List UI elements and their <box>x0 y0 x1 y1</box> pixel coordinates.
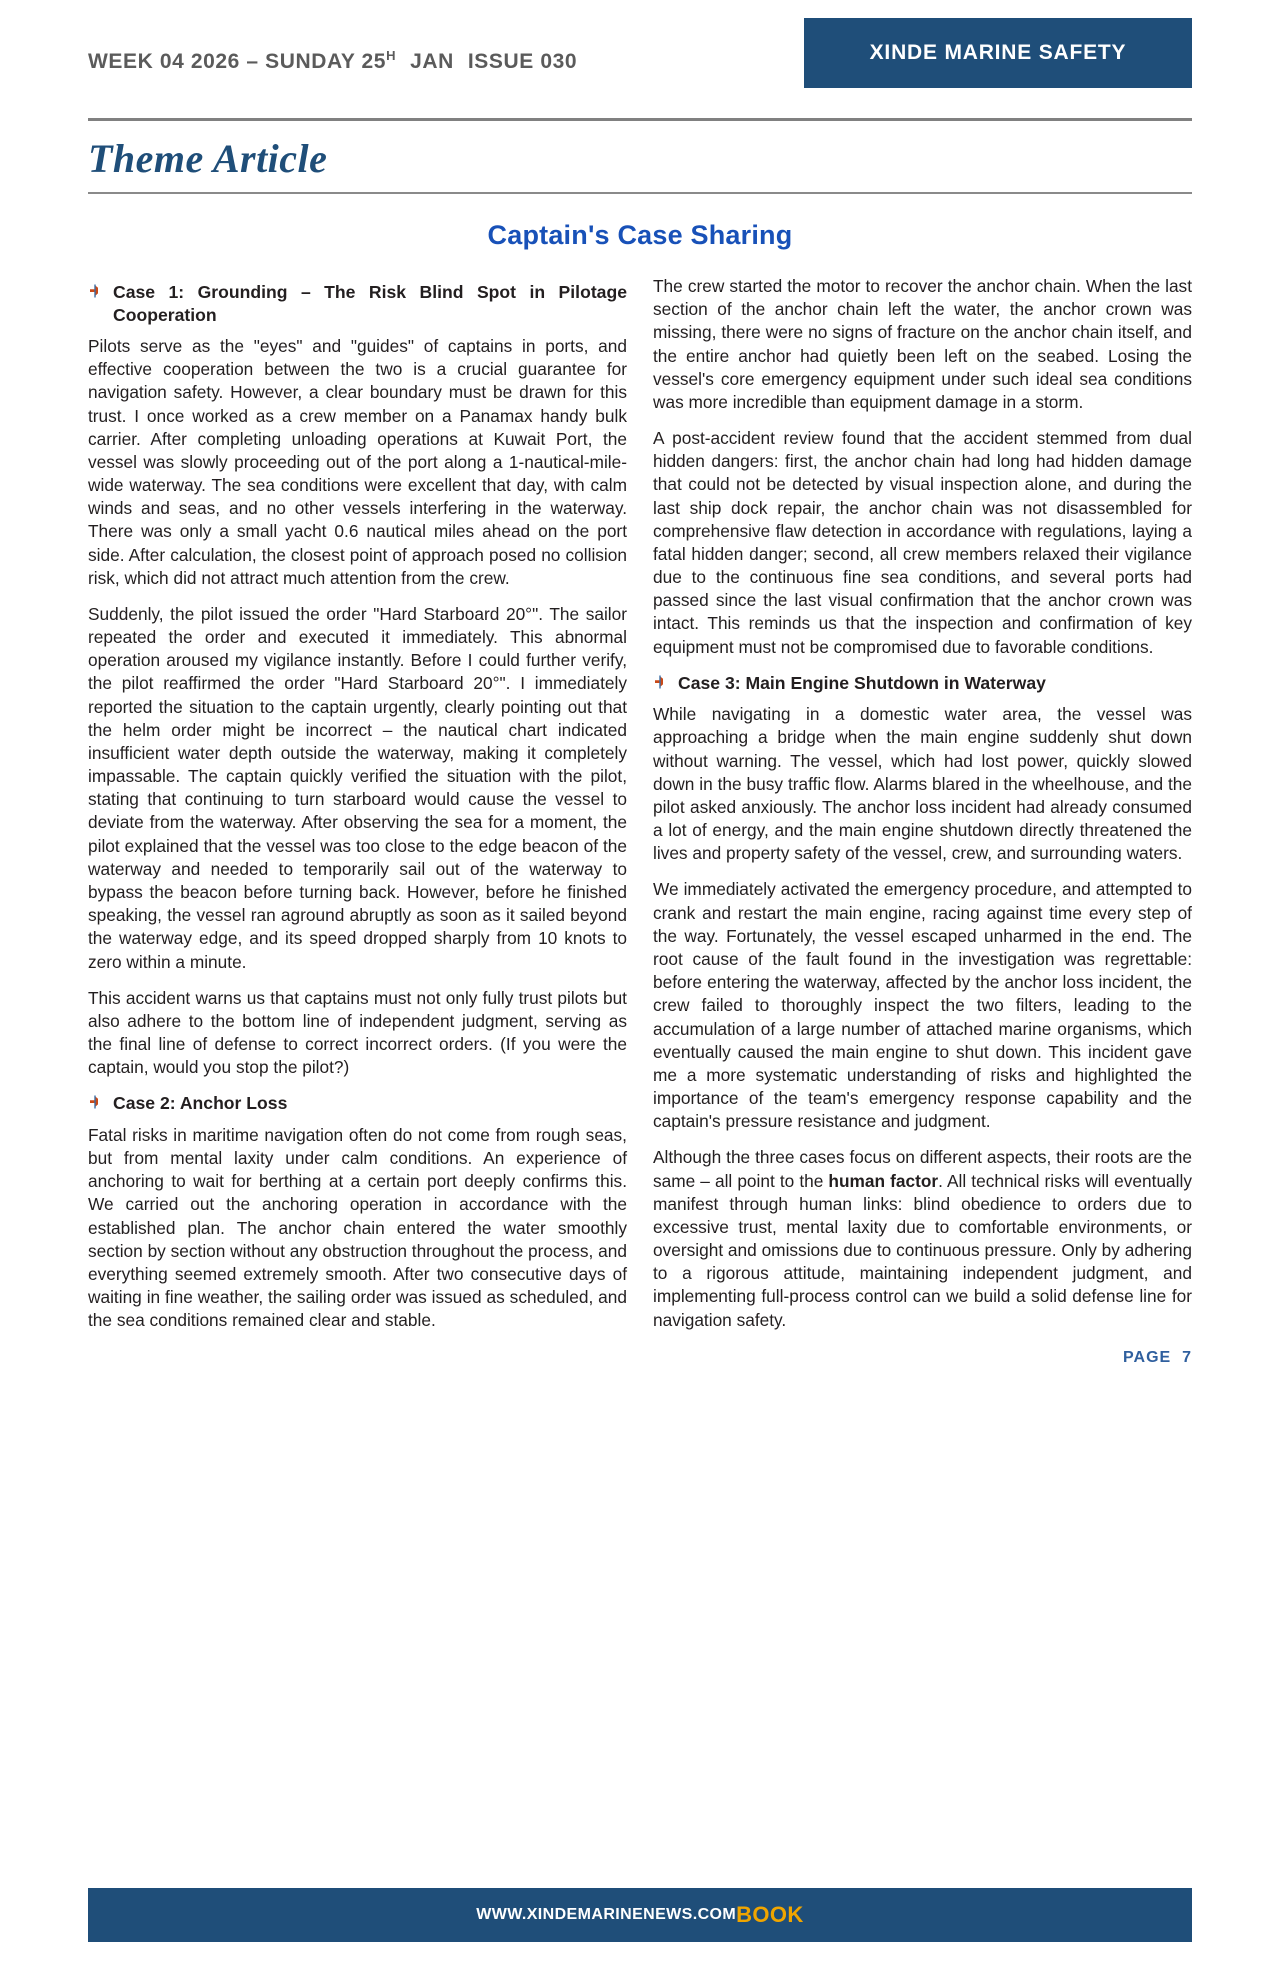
case-2-heading <box>88 1092 627 1115</box>
case-2-heading-text: Case 2: Anchor Loss <box>113 1093 288 1114</box>
right-paragraph-1: The crew started the motor to recover the anchor chain. When the last section of the anchor chain left the water, the anchor crown was missing, there were no signs of fracture on the anchor chain itself, and the entire anchor had quietly been left on the seabed. Losing the vessel's core emergency equipment under such ideal sea conditions was more incredible than equipment damage in a storm. <box>653 276 1192 412</box>
footer-bar <box>88 1888 1192 1942</box>
masthead <box>0 0 1280 112</box>
page-value: 7 <box>1182 1349 1192 1367</box>
plus-arrow-icon <box>88 283 104 303</box>
issue-number: ISSUE 030 <box>467 50 578 73</box>
issue-prefix: WEEK 04 2026 – SUNDAY 25 <box>88 50 387 73</box>
right-paragraph-5 <box>653 1146 1192 1331</box>
right-paragraph-3: While navigating in a domestic water area, the vessel was approaching a bridge when the main engine suddenly shut down without warning. The vessel, which had lost power, quickly slowed down in the busy traffic flow. Alarms blared in the wheelhouse, and the pilot asked anxiously. The anchor loss incident had already consumed a lot of energy, and the main engine shutdown directly threatened the lives and property safety of the vessel, crew, and surrounding waters. <box>653 704 1192 864</box>
left-paragraph-1: Pilots serve as the "eyes" and "guides" of captains in ports, and effective cooperation between the two is a crucial guarantee for navigation safety. However, a clear boundary must be drawn for this trust. I once worked as a crew member on a Panamax handy bulk carrier. After completing unloading operations at Kuwait Port, the vessel was slowly proceeding out of the port along a 1-nautical-mile-wide waterway. The sea conditions were excellent that day, with calm winds and seas, and no other vessels interfering in the waterway. There was only a small yacht 0.6 nautical miles ahead on the port side. After calculation, the closest point of approach posed no collision risk, which did not attract much attention from the crew. <box>88 336 627 588</box>
article-columns <box>88 275 1192 1345</box>
page-number <box>88 1349 1192 1367</box>
section-divider <box>88 192 1192 194</box>
left-column <box>88 275 627 1345</box>
issue-month: JAN <box>410 50 454 73</box>
section-title: Theme Article <box>88 136 328 181</box>
human-factor-emphasis: human factor <box>828 1170 939 1191</box>
right-paragraph-5-part2: . All technical risks will eventually manifest through human links: blind obedience to orders due to excessive trust, mental laxity due to comfortable environments, or oversight and omissions due to continuous pressure. Only by adhering to a rigorous attitude, maintaining independent judgment, and implementing full-process control can we build a solid defense line for navigation safety. <box>653 1170 1192 1330</box>
left-paragraph-2: Suddenly, the pilot issued the order "Hard Starboard 20°". The sailor repeated the order and executed it immediately. This abnormal operation aroused my vigilance instantly. Before I could further verify, the pilot reaffirmed the order "Hard Starboard 20°". I immediately reported the situation to the captain urgently, clearly pointing out that the helm order might be incorrect – the nautical chart indicated insufficient water depth outside the waterway, making it completely impassable. The captain quickly verified the situation with the pilot, stating that continuing to turn starboard would cause the vessel to deviate from the waterway. After observing the sea for a moment, the pilot explained that the vessel was too close to the edge beacon of the waterway and needed to temporarily sail out of the waterway to bypass the beacon before turning back. However, before he finished speaking, the vessel ran aground abruptly as soon as it sailed beyond the waterway edge, and its speed dropped sharply from 10 knots to zero within a minute. <box>88 603 627 972</box>
page-title: Captain's Case Sharing <box>487 220 793 250</box>
footer-site-url[interactable]: WWW.XINDEMARINENEWS.COM <box>476 1906 737 1923</box>
issue-line <box>88 48 577 74</box>
left-paragraph-3: This accident warns us that captains must not only fully trust pilots but also adhere to the bottom line of independent judgment, serving as the final line of defense to correct incorrect orders. (If you were the captain, would you stop the pilot?) <box>88 987 627 1078</box>
right-paragraph-4: We immediately activated the emergency procedure, and attempted to crank and restart the main engine, racing against time every step of the way. Fortunately, the vessel escaped unharmed in the end. The root cause of the fault found in the investigation was regrettable: before entering the waterway, affected by the anchor loss incident, the crew failed to thoroughly inspect the two filters, leading to the accumulation of a large number of attached marine organisms, which eventually caused the main engine to shut down. This incident gave me a more systematic understanding of risks and highlighted the importance of the team's emergency response capability and the captain's pressure resistance and judgment. <box>653 879 1192 1132</box>
page-label: PAGE <box>1123 1349 1172 1367</box>
footer-site-suffix[interactable]: BOOK <box>736 1902 804 1927</box>
plus-arrow-icon <box>88 1094 104 1114</box>
brand-label: XINDE MARINE SAFETY <box>869 41 1127 64</box>
case-1-heading <box>88 281 627 326</box>
header-divider <box>88 118 1192 121</box>
plus-arrow-icon <box>653 674 669 694</box>
case-3-heading-text: Case 3: Main Engine Shutdown in Waterway <box>678 672 1046 693</box>
right-column <box>653 275 1192 1345</box>
case-1-heading-text: Case 1: Grounding – The Risk Blind Spot in Pilotage Cooperation <box>113 282 627 325</box>
right-paragraph-2: A post-accident review found that the accident stemmed from dual hidden dangers: first, the anchor chain had long had hidden damage that could not be detected by visual inspection alone, and during the last ship dock repair, the anchor chain was not disassembled for comprehensive flaw detection in accordance with regulations, laying a fatal hidden danger; second, all crew members relaxed their vigilance due to the continuous fine sea conditions, and several ports had passed since the last visual confirmation that the anchor crown was intact. This reminds us that the inspection and confirmation of key equipment must not be compromised due to favorable conditions. <box>653 428 1192 657</box>
case-3-heading <box>653 672 1192 695</box>
right-paragraph-5-part1: Although the three cases focus on different aspects, their roots are the same – all point to the <box>653 1147 1192 1191</box>
left-paragraph-4: Fatal risks in maritime navigation often do not come from rough seas, but from mental laxity under calm conditions. An experience of anchoring to wait for berthing at a certain port deeply confirms this. We carried out the anchoring operation in accordance with the established plan. The anchor chain entered the water smoothly section by section without any obstruction throughout the process, and everything seemed extremely smooth. After two consecutive days of waiting in fine weather, the sailing order was issued as scheduled, and the sea conditions remained clear and stable. <box>88 1124 627 1331</box>
brand-badge <box>804 18 1192 88</box>
issue-sup: H <box>386 48 397 63</box>
